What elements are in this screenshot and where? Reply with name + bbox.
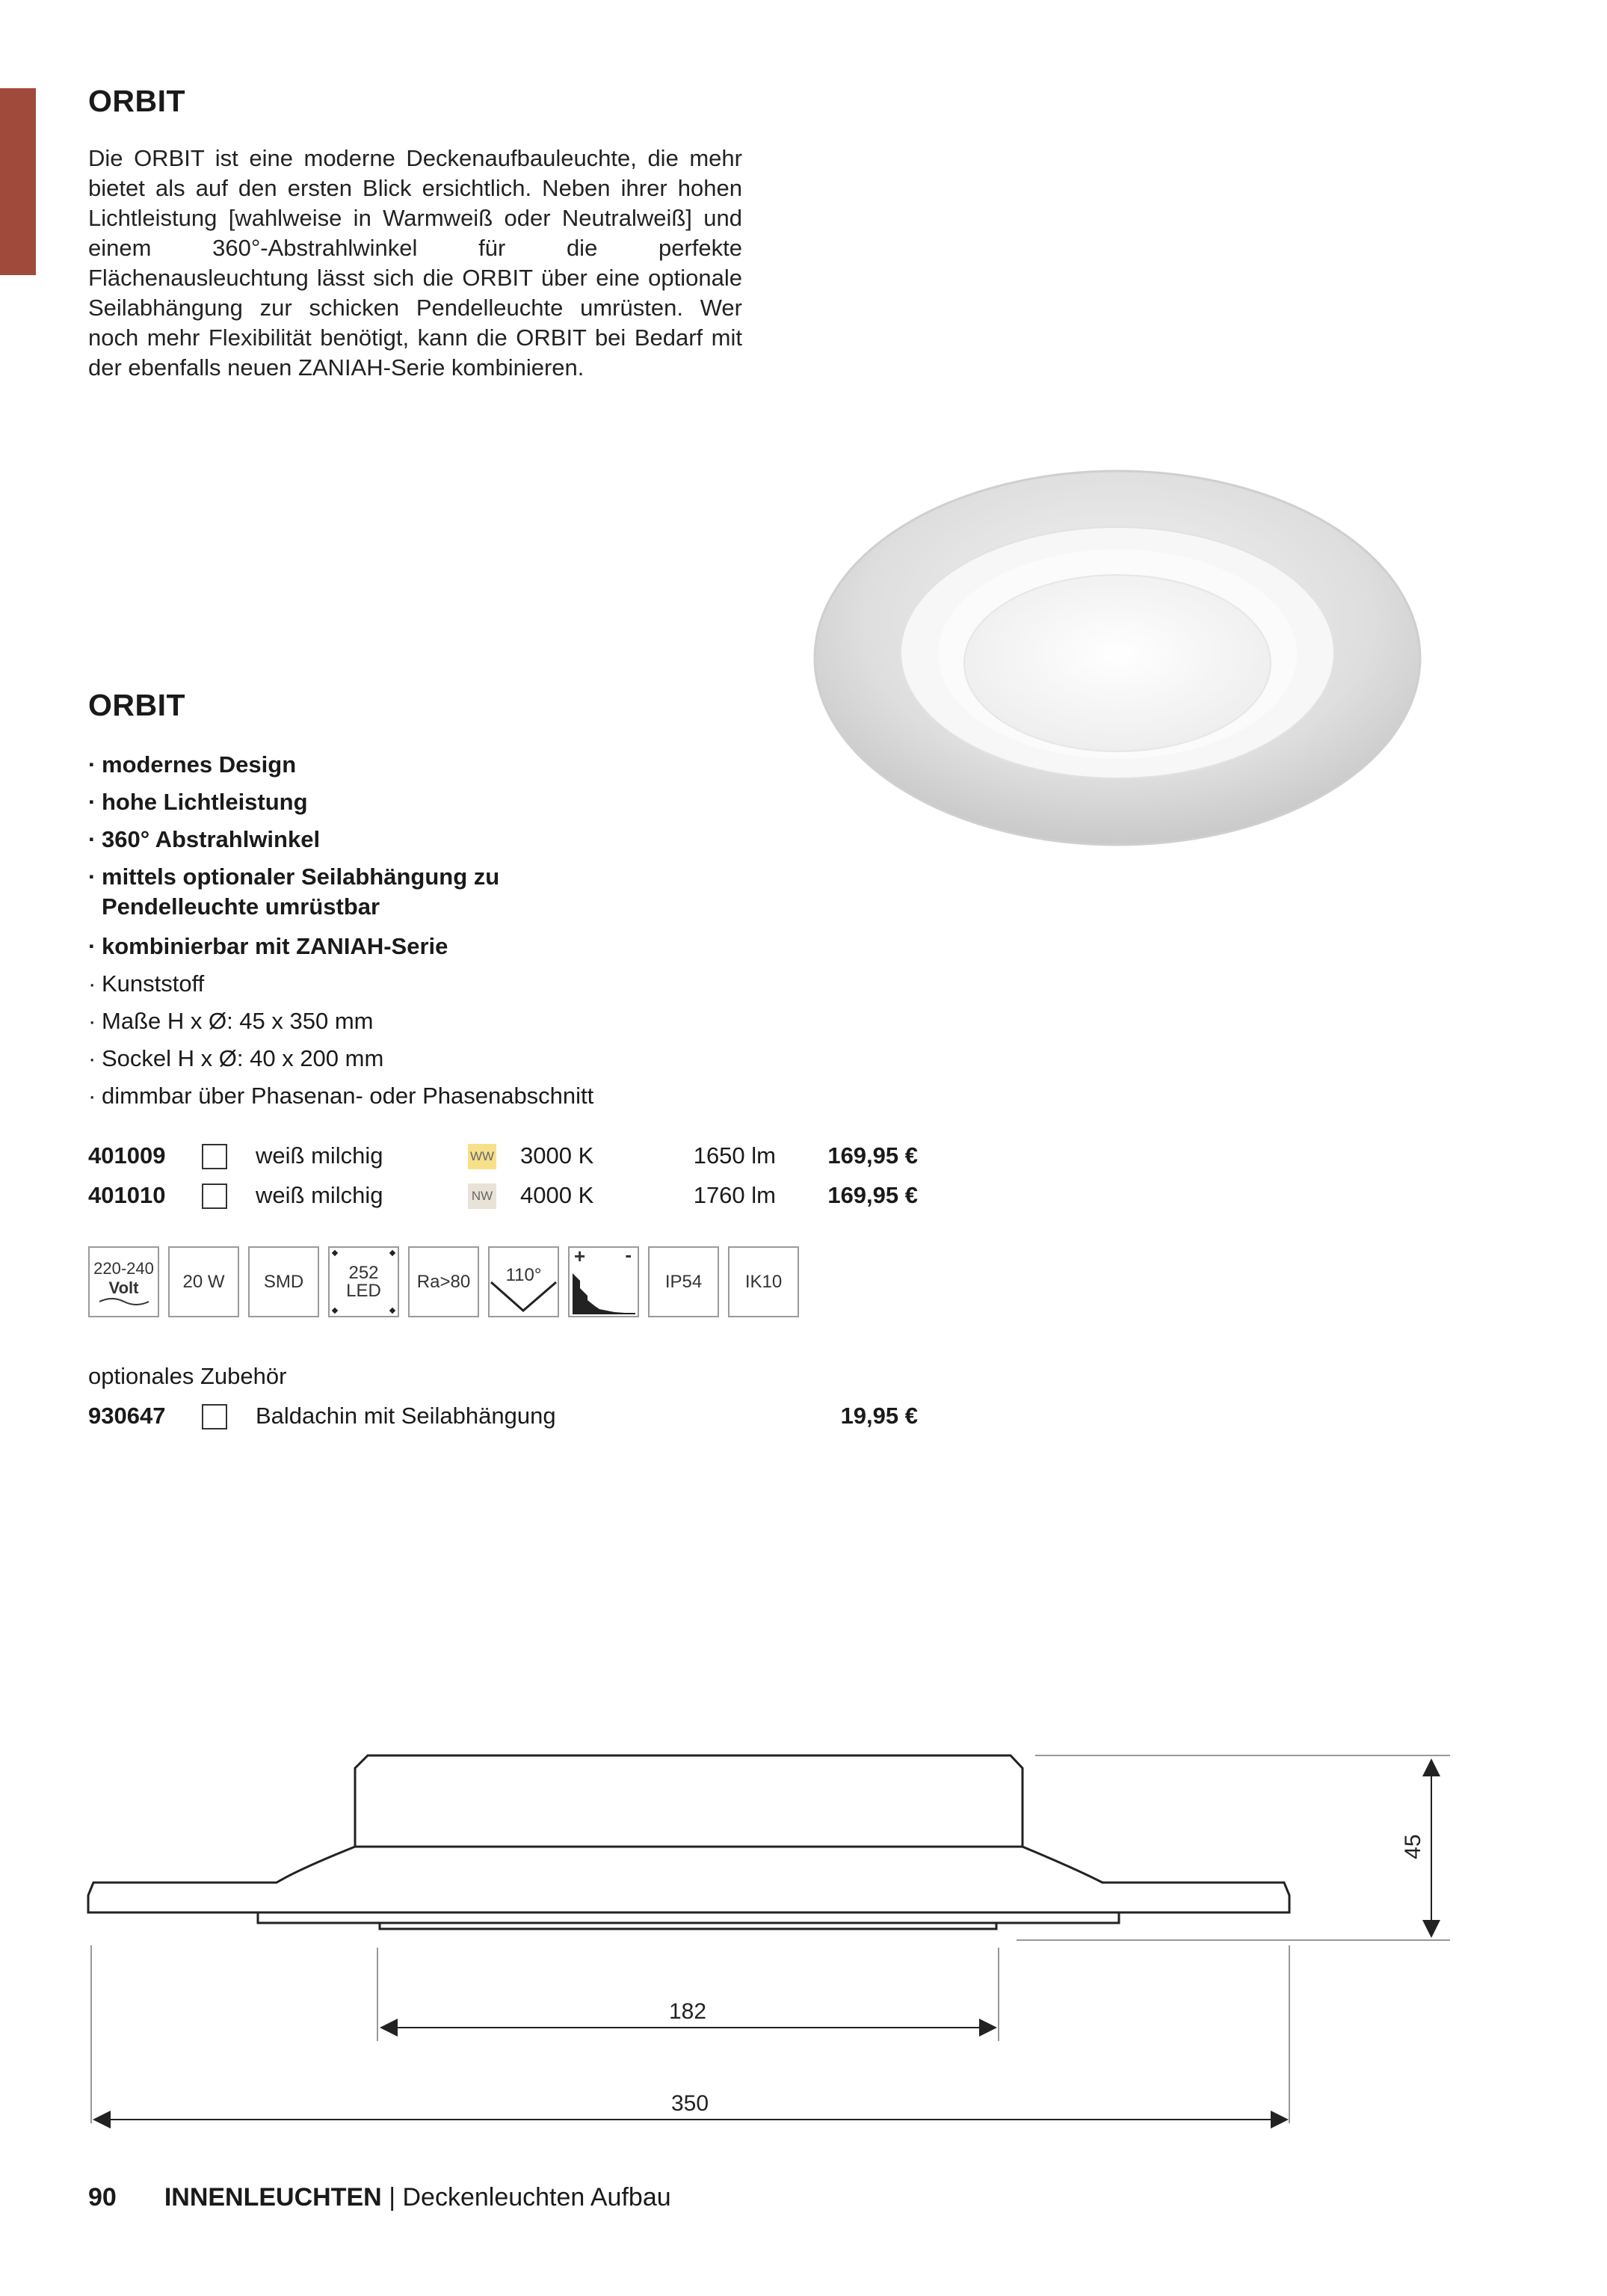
smd-icon xyxy=(248,1246,319,1317)
order-checkbox[interactable] xyxy=(202,1144,227,1169)
page-footer xyxy=(88,2183,671,2212)
feature-list xyxy=(88,746,686,1115)
feature-item: · mittels optionaler Seilabhängung zu Pendelleuchte umrüstbar xyxy=(88,862,543,922)
variant-row xyxy=(88,1142,918,1174)
product-photo xyxy=(811,467,1424,849)
article-number: 930647 xyxy=(88,1403,166,1429)
voltage-range: 220-240 xyxy=(93,1258,154,1278)
price: 169,95 € xyxy=(827,1182,918,1208)
page-title: ORBIT xyxy=(88,84,186,118)
variant-row xyxy=(88,1182,918,1213)
dimension-outer-diameter: 350 xyxy=(670,2091,709,2116)
ik-label: IK10 xyxy=(744,1271,783,1292)
wattage-label: 20 W xyxy=(182,1271,225,1292)
feature-item: · hohe Lichtleistung xyxy=(88,784,686,821)
dim-minus: - xyxy=(625,1243,632,1266)
ip-rating-icon xyxy=(648,1246,719,1317)
accessory-name: Baldachin mit Seilabhängung xyxy=(256,1403,556,1429)
smd-label: SMD xyxy=(263,1271,304,1292)
light-color-tag: WW xyxy=(468,1144,496,1169)
accessory-row xyxy=(88,1403,918,1434)
beam-angle-label: 110° xyxy=(505,1264,542,1285)
luminous-flux: 1650 lm xyxy=(693,1142,776,1169)
led-corner-marks xyxy=(330,1248,398,1316)
feature-item: · Maße H x Ø: 45 x 350 mm xyxy=(88,1003,686,1040)
feature-item: · Kunststoff xyxy=(88,965,686,1003)
light-color-tag: NW xyxy=(468,1184,496,1209)
ip-label: IP54 xyxy=(664,1271,703,1292)
chapter-color-tab xyxy=(0,88,36,275)
footer-separator: | xyxy=(389,2183,396,2212)
section-title: INNENLEUCHTEN xyxy=(164,2183,382,2212)
led-label: LED xyxy=(346,1280,381,1301)
voltage-unit: Volt xyxy=(108,1278,139,1297)
feature-item: · modernes Design xyxy=(88,746,686,784)
price: 19,95 € xyxy=(840,1403,918,1429)
intro-text: Die ORBIT ist eine moderne Deckenaufbauleuchte, die mehr bietet als auf den ersten Blick ersichtlich. Neben ihrer hohen Lichtleistung [wahlweise in Warmweiß oder Neutralweiß] und einem 360°-Abstrahlwinkel für die perfekte Flächenausleuchtung lässt sich die ORBIT über eine optionale Seilabhängung zur schicken Pendelleuchte umrüsten. Wer noch mehr Flexibilität benötigt, kann die ORBIT bei Bedarf mit der ebenfalls neuen ZANIAH-Serie kombinieren. xyxy=(88,145,742,381)
variant-color: weiß milchig xyxy=(256,1182,383,1208)
order-checkbox[interactable] xyxy=(202,1184,227,1209)
feature-item: · kombinierbar mit ZANIAH-Serie xyxy=(88,928,686,965)
dim-plus: + xyxy=(574,1245,586,1267)
article-number: 401010 xyxy=(88,1182,166,1208)
voltage-icon xyxy=(88,1246,159,1317)
color-temperature: 4000 K xyxy=(520,1182,594,1208)
variant-color: weiß milchig xyxy=(256,1142,383,1169)
dimming-ramp xyxy=(570,1270,638,1315)
led-count-icon xyxy=(328,1246,399,1317)
luminous-flux: 1760 lm xyxy=(693,1182,776,1208)
feature-item: · 360° Abstrahlwinkel xyxy=(88,821,686,858)
subsection-title: Deckenleuchten Aufbau xyxy=(402,2183,671,2212)
wattage-icon xyxy=(168,1246,239,1317)
article-number: 401009 xyxy=(88,1142,166,1169)
order-checkbox[interactable] xyxy=(202,1404,227,1429)
ik-rating-icon xyxy=(728,1246,799,1317)
dimension-inner-diameter: 182 xyxy=(668,1999,707,2024)
feature-item: · Sockel H x Ø: 40 x 200 mm xyxy=(88,1040,686,1077)
product-title: ORBIT xyxy=(88,688,186,722)
beam-angle-icon xyxy=(488,1246,559,1317)
cri-label: Ra>80 xyxy=(416,1271,471,1292)
feature-item: · dimmbar über Phasenan- oder Phasenabschnitt xyxy=(88,1077,686,1115)
led-count: 252 xyxy=(348,1262,379,1283)
dimension-height: 45 xyxy=(1401,1834,1425,1859)
accessory-heading: optionales Zubehör xyxy=(88,1363,287,1389)
technical-drawing xyxy=(75,1749,1465,2153)
page-number: 90 xyxy=(88,2183,117,2212)
color-temperature: 3000 K xyxy=(520,1142,594,1169)
price: 169,95 € xyxy=(827,1142,918,1169)
dimmable-icon xyxy=(568,1243,639,1317)
cri-icon xyxy=(408,1246,479,1317)
